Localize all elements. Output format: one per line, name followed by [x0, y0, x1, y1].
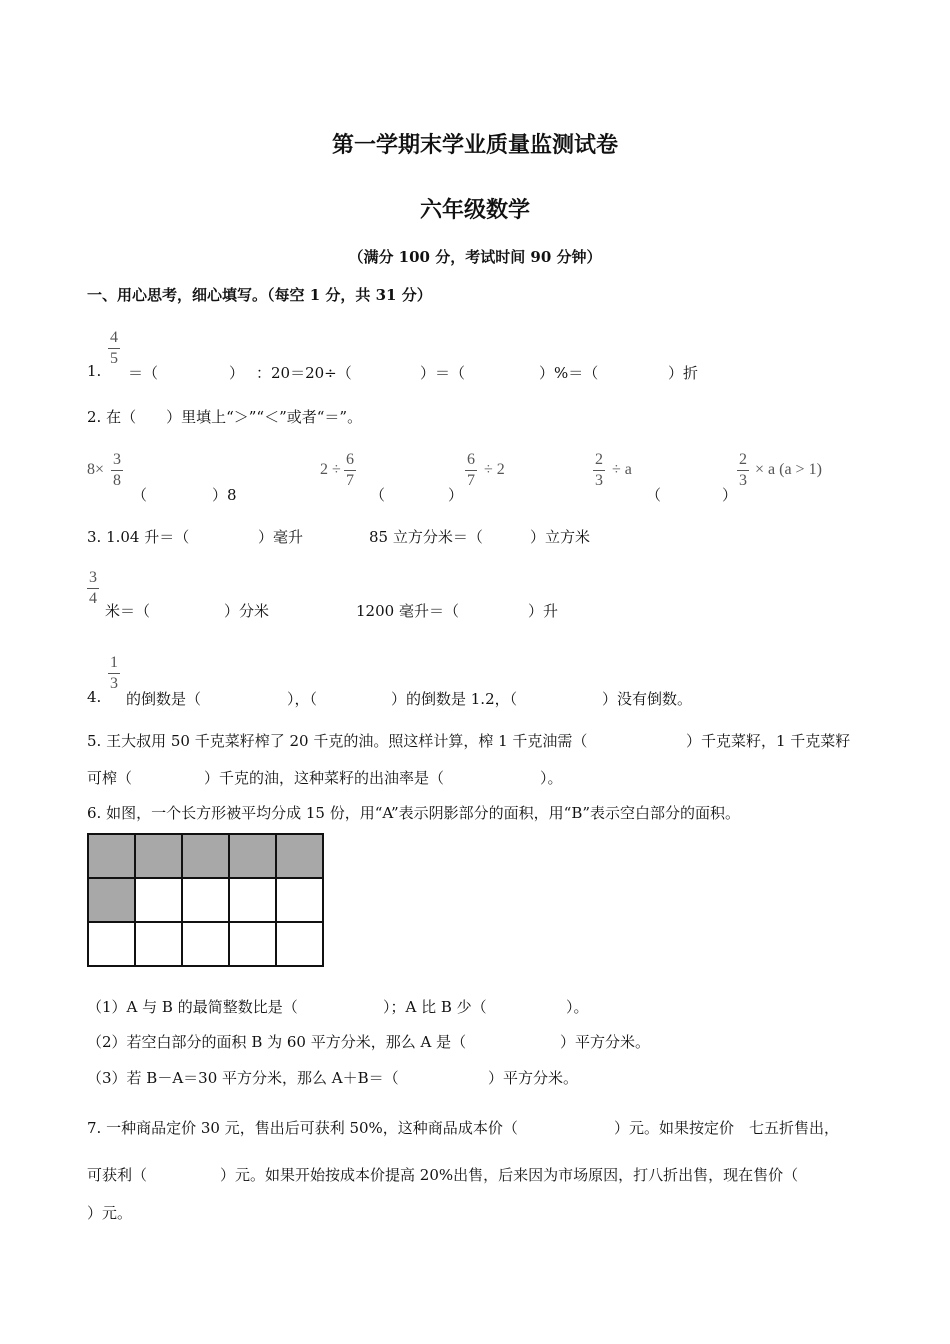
- q2-item5-fraction: 2 3: [739, 451, 747, 489]
- grid-cell-blank: [182, 878, 229, 922]
- q2-item2-fraction: 6 7: [346, 451, 354, 489]
- rectangle-grid: [87, 833, 324, 967]
- q4-fraction: 1 3: [110, 654, 118, 692]
- q2-item3-fraction: 6 7: [467, 451, 475, 489]
- q2-text: 2. 在（ ）里填上“＞”“＜”或者“＝”。: [87, 408, 363, 426]
- grid-cell-shaded: [182, 834, 229, 878]
- exam-note: （满分 100 分，考试时间 90 分钟）: [348, 248, 602, 266]
- grid-cell-blank: [135, 878, 182, 922]
- grid-cell-blank: [182, 922, 229, 966]
- grid-cell-shaded: [135, 834, 182, 878]
- section-heading: 一、用心思考，细心填写。（每空 1 分，共 31 分）: [87, 286, 432, 304]
- grid-cell-blank: [229, 878, 276, 922]
- grid-cell-shaded: [229, 834, 276, 878]
- grid-cell-shaded: [88, 878, 135, 922]
- q2-item1-fraction: 3 8: [113, 451, 121, 489]
- exam-title: 第一学期末学业质量监测试卷: [331, 132, 618, 158]
- exam-subtitle: 六年级数学: [419, 197, 530, 223]
- grid-cell-blank: [276, 878, 323, 922]
- grid-cell-blank: [276, 922, 323, 966]
- grid-cell-blank: [229, 922, 276, 966]
- q1-fraction: 4 5: [110, 329, 118, 367]
- q3-fraction: 3 4: [89, 569, 97, 607]
- grid-cell-blank: [88, 922, 135, 966]
- grid-cell-shaded: [88, 834, 135, 878]
- q2-item4-fraction: 2 3: [595, 451, 603, 489]
- q1-number: 1.: [87, 362, 102, 380]
- grid-cell-blank: [135, 922, 182, 966]
- grid-cell-shaded: [276, 834, 323, 878]
